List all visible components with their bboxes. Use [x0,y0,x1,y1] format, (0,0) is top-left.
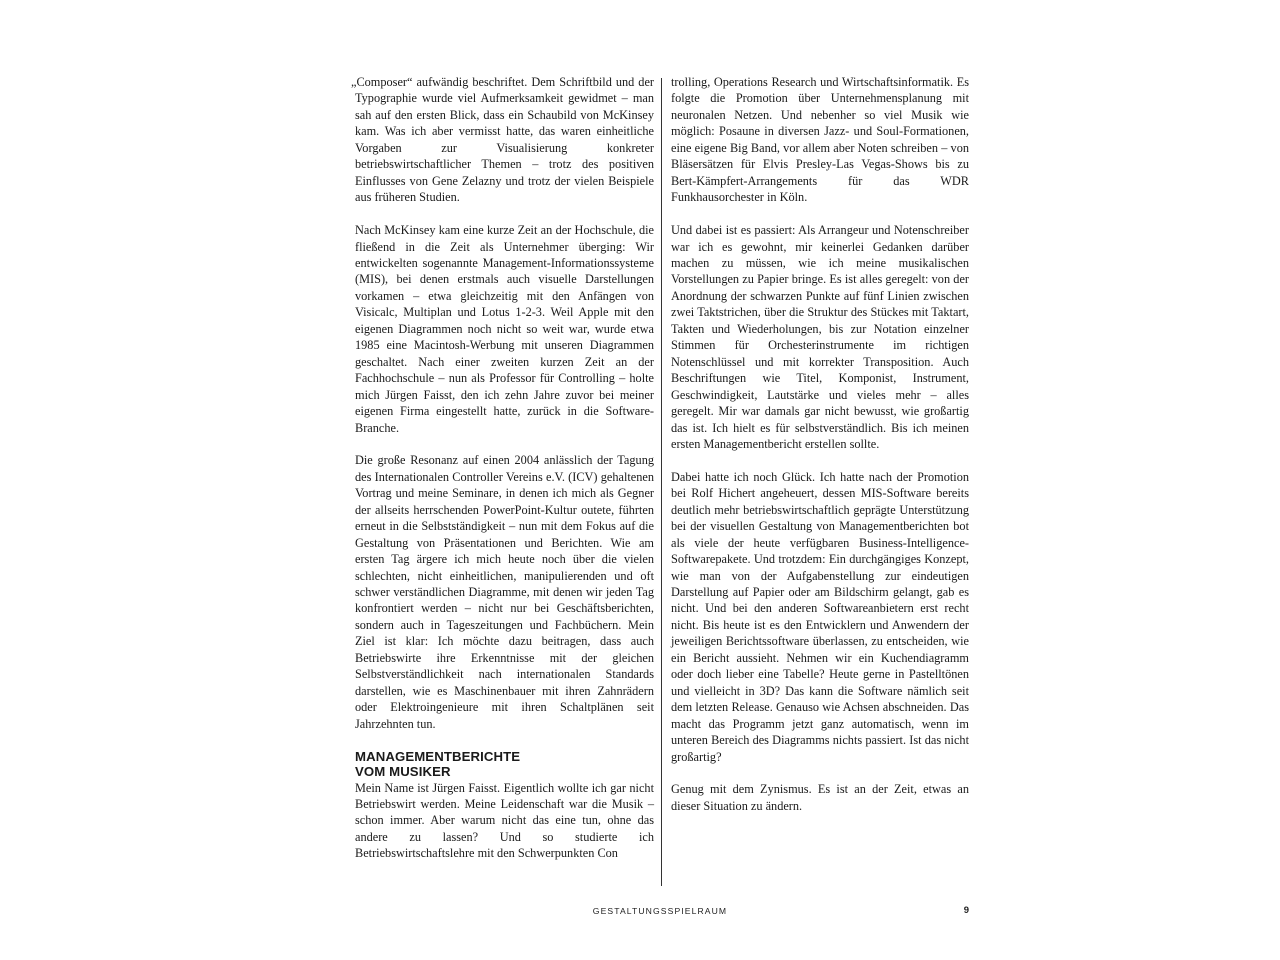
left-text-column [351,74,654,862]
body-paragraph: trolling, Operations Research und Wirtschaftsinformatik. Es folgte die Promotion über Unternehmensplanung mit neuronalen Netzen. Und nebenher so viel Musik wie möglich: Posaune in diversen Jazz- und Soul-Formationen, eine eigene Big Band, vor allem aber Noten schreiben – von Bläsersätzen für Elvis Presley-Las Vegas-Shows bis zu Bert-Kämpfert-Arrangements für das WDR Funkhausorchester in Köln. [671,75,969,205]
body-paragraph: „Composer“ aufwändig beschriftet. Dem Schriftbild und der Typographie wurde viel Aufmerksamkeit gewidmet – man sah auf den ersten Blick, dass ein Schaubild von McKinsey kam. Was ich aber vermisst hatte, das waren einheitliche Vorgaben zur Visualisierung konkreter betriebswirtschaftlicher Themen – trotz des positiven Einflusses von Gene Zelazny und trotz der vielen Beispiele aus früheren Studien. [351,75,654,205]
body-paragraph: Nach McKinsey kam eine kurze Zeit an der Hochschule, die fließend in die Zeit als Unternehmer überging: Wir entwickelten sogenannte Management-Informationssysteme (MIS), bei denen erstmals auch visuelle Darstellungen vorkamen – etwa gleichzeitig mit den Anfängen von Visicalc, Multiplan und Lotus 1-2-3. Weil Apple mit den eigenen Diagrammen noch nicht so weit war, wurde etwa 1985 eine Macintosh-Werbung mit unseren Diagrammen geschaltet. Nach einer zweiten kurzen Zeit an der Fachhochschule – nun als Professor für Controlling – holte mich Jürgen Faisst, den ich zehn Jahre zuvor bei meiner eigenen Firma eingestellt hatte, zurück in die Software-Branche. [355,223,654,435]
section-heading-line-2: VOM MUSIKER [355,764,451,780]
body-paragraph: Die große Resonanz auf einen 2004 anlässlich der Tagung des Internationalen Controller Vereins e.V. (ICV) gehaltenen Vortrag und meine Seminare, in denen ich mich als Gegner der allseits herrschenden PowerPoint-Kultur outete, führten erneut in die Selbstständigkeit – nun mit dem Fokus auf die Gestaltung von Präsentationen und Berichten. Wie am ersten Tag ärgere ich mich heute noch über die vielen schlechten, nicht einheitlichen, manipulierenden und oft schwer verständlichen Diagramme, mit denen wir jeden Tag konfrontiert werden – nicht nur bei Geschäftsberichten, sondern auch in Tageszeitungen und Fachbüchern. Mein Ziel ist klar: Ich möchte dazu beitragen, dass auch Betriebswirte ihre Erkenntnisse mit der gleichen Selbstverständlichkeit nach internationalen Standards darstellen, wie es Maschinenbauer mit ihren Zahnrädern oder Elektroingenieure mit ihren Schaltplänen seit Jahrzehnten tun. [355,453,654,731]
column-divider [661,78,662,886]
section-heading [355,749,654,780]
body-paragraph: Genug mit dem Zynismus. Es ist an der Zeit, etwas an dieser Situation zu ändern. [671,782,969,813]
right-text-column [671,74,969,831]
running-footer-title: GESTALTUNGSSPIELRAUM [592,906,728,916]
body-paragraph: Und dabei ist es passiert: Als Arrangeur und Notenschreiber war ich es gewohnt, mir keinerlei Gedanken darüber machen zu müssen, wie ich meine musikalischen Vorstellungen zu Papier bringe. Es ist alles geregelt: von der Anordnung der schwarzen Punkte auf fünf Linien zwischen zwei Taktstrichen, über die Struktur des Stückes mit Taktart, Takten und Wiederholungen, bis zur Notation einzelner Stimmen für Orchesterinstrumente im richtigen Notenschlüssel und mit korrekter Transposition. Auch Beschriftungen wie Titel, Komponist, Instrument, Geschwindigkeit, Lautstärke und vieles mehr – alles geregelt. Mir war damals gar nicht bewusst, wie großartig das ist. Ich hielt es für selbstverständlich. Bis ich meinen ersten Managementbericht erstellen sollte. [671,223,969,451]
section-heading-line-1: MANAGEMENTBERICHTE [355,748,521,764]
body-paragraph: Dabei hatte ich noch Glück. Ich hatte nach der Promotion bei Rolf Hichert angeheuert, dessen MIS-Software bereits deutlich mehr betriebswirtschaftlich geprägte Unterstützung bei der visuellen Gestaltung von Managementberichten bot als viele der heute verfügbaren Business-Intelligence-Softwarepakete. Und trotzdem: Ein durchgängiges Konzept, wie man von der Aufgabenstellung zur eindeutigen Darstellung auf Papier oder am Bildschirm gelangt, gab es nicht. Und bei den anderen Softwareanbietern erst recht nicht. Bis heute ist es den Entwicklern und Anwendern der jeweiligen Berichtssoftware überlassen, zu entscheiden, wie ein Bericht aussieht. Nehmen wir ein Kuchendiagramm oder doch lieber eine Tabelle? Heute gerne in Pastelltönen und vielleicht in 3D? Das kann die Software nämlich seit dem letzten Release. Genauso wie Achsen abschneiden. Das macht das Programm jetzt ganz automatisch, wenn im unteren Bereich des Diagramms nichts passiert. Ist das nicht großartig? [671,469,969,764]
page-number: 9 [963,905,969,916]
body-paragraph: Mein Name ist Jürgen Faisst. Eigentlich wollte ich gar nicht Betriebswirt werden. Meine Leidenschaft war die Musik – schon immer. Aber warum nicht das eine tun, ohne das andere zu lassen? Und so studierte ich Betriebswirtschaftslehre mit den Schwerpunkten Con [355,780,654,861]
